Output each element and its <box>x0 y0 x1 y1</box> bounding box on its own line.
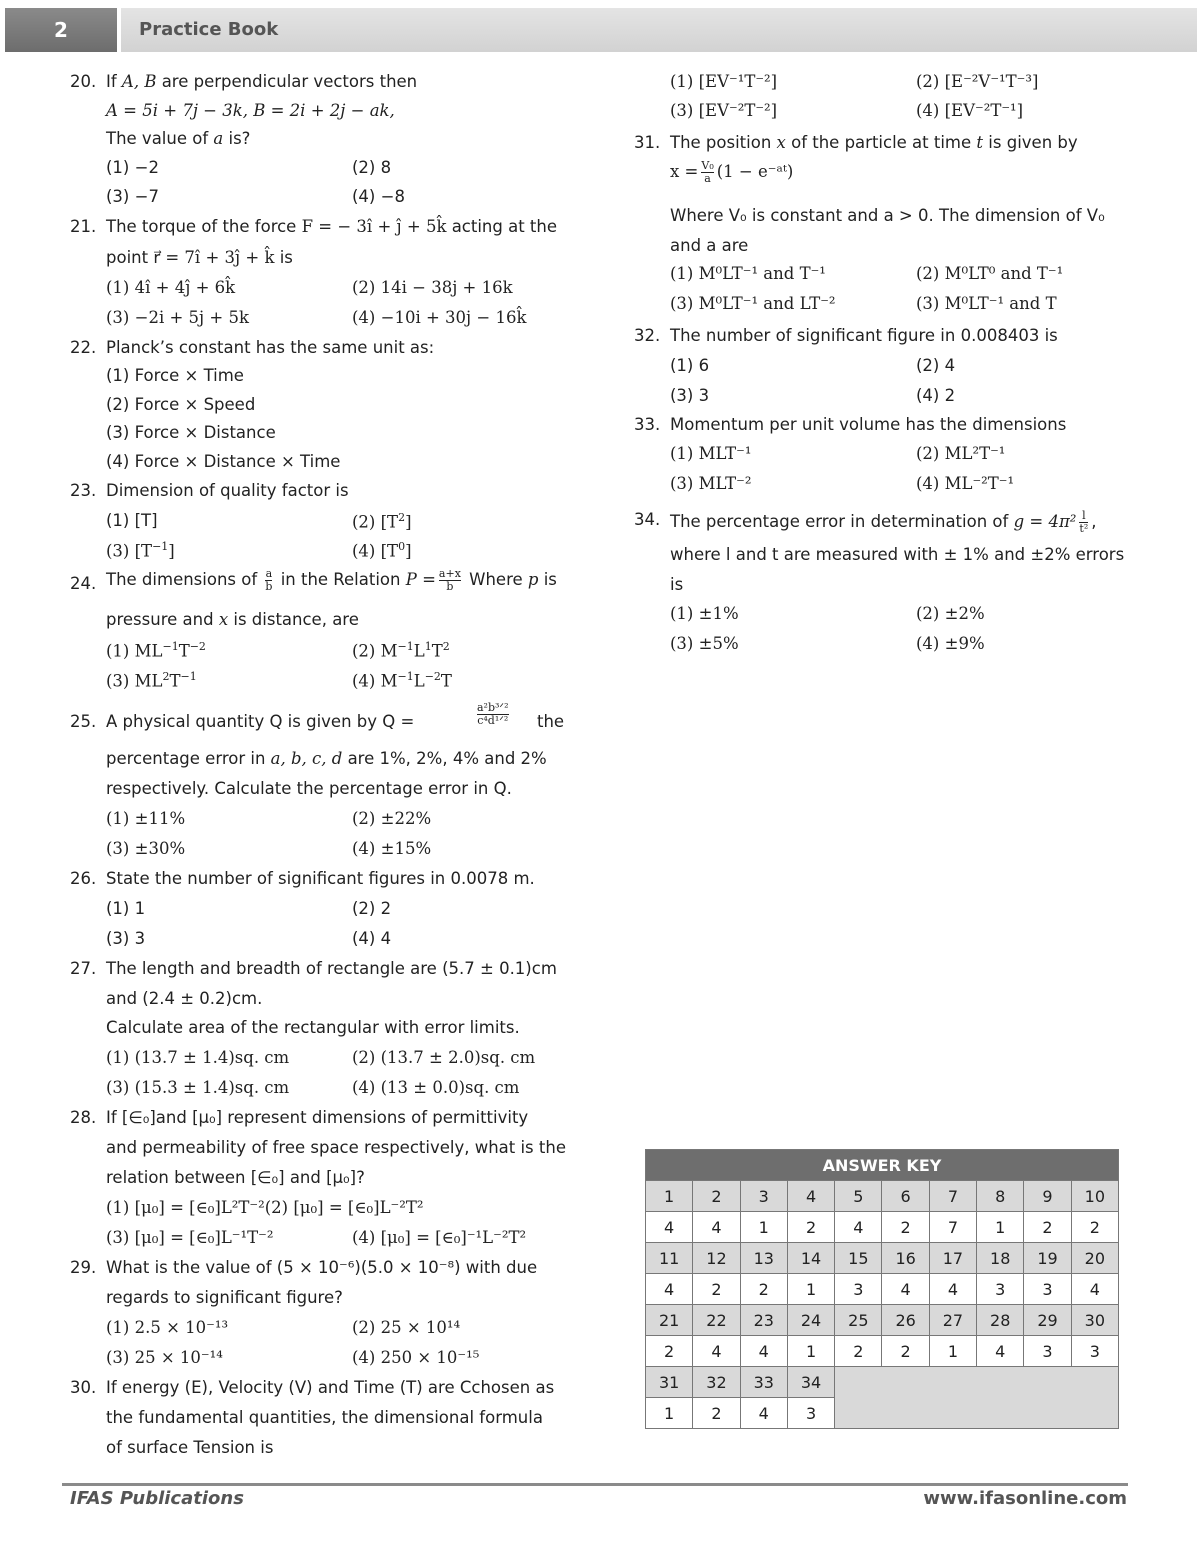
option: (2) 8 <box>352 158 392 177</box>
answer-key-qnum: 7 <box>929 1181 976 1212</box>
answer-key-answer: 2 <box>1071 1212 1118 1243</box>
answer-key-answer: 2 <box>693 1274 740 1305</box>
answer-key-qnum: 34 <box>787 1367 834 1398</box>
answer-key-answer: 1 <box>787 1274 834 1305</box>
answer-key-qnum: 21 <box>646 1305 693 1336</box>
option: (4) [EV⁻²T⁻¹] <box>916 101 1024 120</box>
option: (1) M⁰LT⁻¹ and T⁻¹ <box>670 264 826 283</box>
footer-publisher: IFAS Publications <box>70 1488 244 1509</box>
footer-divider <box>62 1483 1128 1486</box>
option: (3) M⁰LT⁻¹ and LT⁻² <box>670 294 836 313</box>
option: (1) 1 <box>106 899 146 918</box>
page-number: 2 <box>5 8 117 52</box>
answer-key-qnum: 16 <box>882 1243 929 1274</box>
answer-key-answer: 2 <box>882 1336 929 1367</box>
answer-key-qnum: 11 <box>646 1243 693 1274</box>
footer-website: www.ifasonline.com <box>923 1488 1127 1509</box>
answer-key-qnum: 10 <box>1071 1181 1118 1212</box>
option: (4) $M^{-1}L^{-2}T$ <box>352 670 452 691</box>
answer-key-qnum: 19 <box>1024 1243 1071 1274</box>
option: (1) ±11% <box>106 809 186 828</box>
answer-key-qnum: 22 <box>693 1305 740 1336</box>
option: (4) (13 ± 0.0)sq. cm <box>352 1078 520 1097</box>
option: (4) [μ₀] = [∈₀]⁻¹L⁻²T² <box>352 1228 527 1247</box>
option: (3) −7 <box>106 187 159 206</box>
answer-key-answer: 1 <box>929 1336 976 1367</box>
answer-key-qnum: 17 <box>929 1243 976 1274</box>
option: (2) $[T^2]$ <box>352 511 412 532</box>
option: (3) ±5% <box>670 634 739 653</box>
option: (1) 4î + 4ĵ + 6k̂ <box>106 278 236 297</box>
answer-key-qnum: 13 <box>740 1243 787 1274</box>
answer-key-qnum: 12 <box>693 1243 740 1274</box>
option: (3) 25 × 10⁻¹⁴ <box>106 1348 223 1367</box>
answer-key-qnum: 5 <box>835 1181 882 1212</box>
answer-key-table <box>645 1149 1119 1429</box>
option: (1) (13.7 ± 1.4)sq. cm <box>106 1048 290 1067</box>
answer-key-qnum: 29 <box>1024 1305 1071 1336</box>
option: (4) Force × Distance × Time <box>106 452 341 471</box>
answer-key-answer: 4 <box>835 1212 882 1243</box>
option: (1) −2 <box>106 158 159 177</box>
answer-key-answer: 3 <box>1071 1336 1118 1367</box>
answer-key-qnum: 31 <box>646 1367 693 1398</box>
option: (1) ±1% <box>670 604 739 623</box>
option: (4) ±9% <box>916 634 985 653</box>
option: (1) [μ₀] = [∈₀]L²T⁻²(2) [μ₀] = [∈₀]L⁻²T² <box>106 1198 424 1217</box>
option: (3) $[T^{-1}]$ <box>106 540 175 561</box>
option: (2) ML²T⁻¹ <box>916 444 1006 463</box>
answer-key-qnum: 33 <box>740 1367 787 1398</box>
answer-key-answer: 3 <box>835 1274 882 1305</box>
option: (1) [T] <box>106 511 158 530</box>
option: (2) M⁰LT⁰ and T⁻¹ <box>916 264 1064 283</box>
answer-key-qnum: 25 <box>835 1305 882 1336</box>
option: (2) ±22% <box>352 809 432 828</box>
answer-key-answer: 7 <box>929 1212 976 1243</box>
answer-key-qnum: 27 <box>929 1305 976 1336</box>
answer-key-qnum: 8 <box>977 1181 1024 1212</box>
answer-key-qnum: 20 <box>1071 1243 1118 1274</box>
option: (2) [E⁻²V⁻¹T⁻³] <box>916 72 1039 91</box>
answer-key-answer: 4 <box>646 1274 693 1305</box>
answer-key-empty-cell <box>835 1367 1119 1429</box>
answer-key-answer: 2 <box>646 1336 693 1367</box>
answer-key-qnum: 30 <box>1071 1305 1118 1336</box>
option: (4) 2 <box>916 386 956 405</box>
option: (3) M⁰LT⁻¹ and T <box>916 294 1057 313</box>
option: (3) 3 <box>106 929 146 948</box>
answer-key-qnum: 2 <box>693 1181 740 1212</box>
option: (1) [EV⁻¹T⁻²] <box>670 72 778 91</box>
option: (3) [μ₀] = [∈₀]L⁻¹T⁻² <box>106 1228 274 1247</box>
option: (2) $M^{-1}L^1T^2$ <box>352 640 450 661</box>
option: (3) 3 <box>670 386 710 405</box>
option: (2) 2 <box>352 899 392 918</box>
answer-key-answer: 4 <box>646 1212 693 1243</box>
answer-key-qnum: 32 <box>693 1367 740 1398</box>
option: (4) ML⁻²T⁻¹ <box>916 474 1015 493</box>
header-bar <box>121 8 1197 52</box>
answer-key-answer: 1 <box>740 1212 787 1243</box>
option: (3) ±30% <box>106 839 186 858</box>
option: (3) (15.3 ± 1.4)sq. cm <box>106 1078 290 1097</box>
answer-key-answer: 1 <box>977 1212 1024 1243</box>
answer-key-qnum: 26 <box>882 1305 929 1336</box>
answer-key-qnum: 28 <box>977 1305 1024 1336</box>
option: (4) −8 <box>352 187 405 206</box>
answer-key-answer: 4 <box>882 1274 929 1305</box>
answer-key-answer: 4 <box>740 1398 787 1429</box>
answer-key-title: ANSWER KEY <box>646 1150 1119 1181</box>
option: (4) ±15% <box>352 839 432 858</box>
answer-key-qnum: 3 <box>740 1181 787 1212</box>
answer-key-answer: 4 <box>977 1336 1024 1367</box>
answer-key-answer: 4 <box>929 1274 976 1305</box>
option: (2) (13.7 ± 2.0)sq. cm <box>352 1048 536 1067</box>
option: (2) 14i − 38j + 16k <box>352 278 513 297</box>
answer-key-answer: 1 <box>787 1336 834 1367</box>
answer-key-qnum: 18 <box>977 1243 1024 1274</box>
option: (4) $[T^0]$ <box>352 540 412 561</box>
option: (1) MLT⁻¹ <box>670 444 752 463</box>
answer-key-qnum: 24 <box>787 1305 834 1336</box>
option: (3) −2i + 5j + 5k <box>106 308 249 327</box>
option: (1) Force × Time <box>106 366 244 385</box>
answer-key-answer: 1 <box>646 1398 693 1429</box>
option: (3) $ML^2T^{-1}$ <box>106 670 197 691</box>
answer-key-answer: 2 <box>882 1212 929 1243</box>
option: (2) 4 <box>916 356 956 375</box>
answer-key-qnum: 15 <box>835 1243 882 1274</box>
answer-key-answer: 2 <box>835 1336 882 1367</box>
answer-key-qnum: 23 <box>740 1305 787 1336</box>
option: (2) Force × Speed <box>106 395 256 414</box>
option: (4) 250 × 10⁻¹⁵ <box>352 1348 480 1367</box>
option: (1) $ML^{-1}T^{-2}$ <box>106 640 206 661</box>
option: (2) 25 × 10¹⁴ <box>352 1318 461 1337</box>
option: (3) [EV⁻²T⁻²] <box>670 101 778 120</box>
answer-key-answer: 2 <box>1024 1212 1071 1243</box>
option: (4) 4 <box>352 929 392 948</box>
answer-key-qnum: 14 <box>787 1243 834 1274</box>
answer-key-answer: 4 <box>1071 1274 1118 1305</box>
option: (3) Force × Distance <box>106 423 276 442</box>
answer-key-qnum: 1 <box>646 1181 693 1212</box>
page-header <box>5 8 1197 52</box>
answer-key-qnum: 4 <box>787 1181 834 1212</box>
answer-key-answer: 4 <box>693 1212 740 1243</box>
answer-key-answer: 2 <box>693 1398 740 1429</box>
option: (3) MLT⁻² <box>670 474 752 493</box>
answer-key-answer: 4 <box>740 1336 787 1367</box>
answer-key-answer: 3 <box>1024 1336 1071 1367</box>
answer-key-answer: 2 <box>740 1274 787 1305</box>
answer-key-answer: 3 <box>977 1274 1024 1305</box>
option: (4) −10i + 30j − 16k̂ <box>352 308 527 327</box>
option: (1) 6 <box>670 356 710 375</box>
answer-key-answer: 4 <box>693 1336 740 1367</box>
option: (1) 2.5 × 10⁻¹³ <box>106 1318 229 1337</box>
option: (2) ±2% <box>916 604 985 623</box>
answer-key-qnum: 9 <box>1024 1181 1071 1212</box>
answer-key-answer: 3 <box>787 1398 834 1429</box>
answer-key-qnum: 6 <box>882 1181 929 1212</box>
answer-key-answer: 2 <box>787 1212 834 1243</box>
answer-key-answer: 3 <box>1024 1274 1071 1305</box>
book-title: Practice Book <box>139 19 279 40</box>
